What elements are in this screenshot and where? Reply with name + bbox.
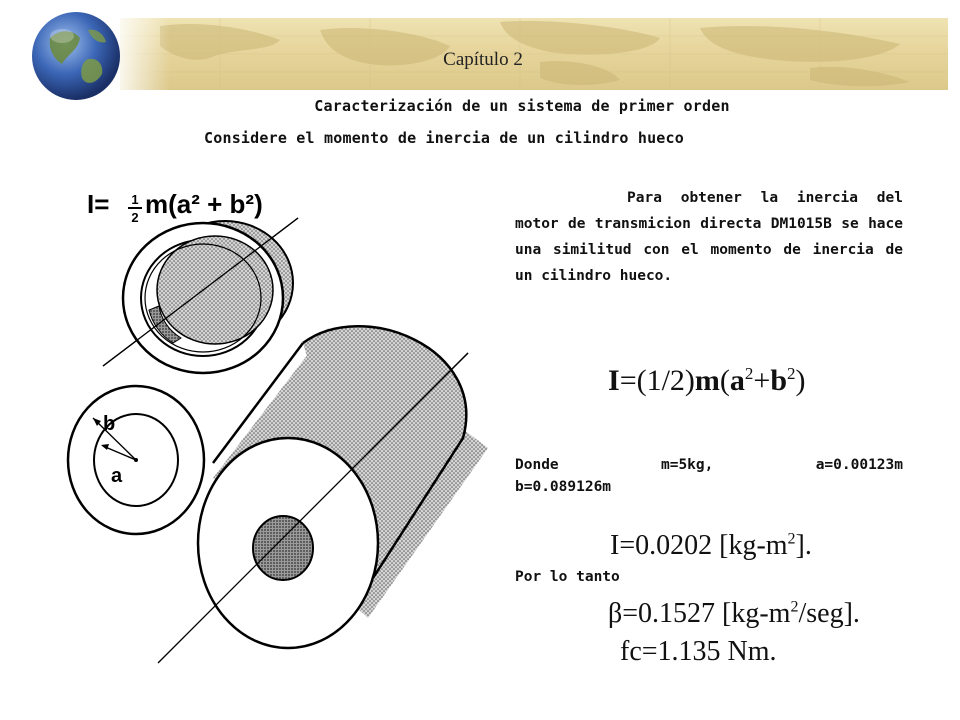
formula-a-exp: 2 bbox=[744, 364, 754, 383]
formula-b: b bbox=[770, 364, 788, 397]
parameters-line-b: b=0.089126m bbox=[515, 479, 612, 495]
chapter-heading: Capítulo 2 bbox=[443, 49, 523, 70]
result-inertia bbox=[610, 530, 812, 562]
result-inertia-exp: 2 bbox=[787, 530, 796, 548]
figure-formula-body: m(a² + b²) bbox=[145, 189, 263, 219]
result-inertia-value: I=0.0202 [kg-m bbox=[610, 530, 788, 561]
slide-title: Caracterización de un sistema de primer orden bbox=[314, 97, 730, 115]
formula-plus: + bbox=[753, 364, 771, 397]
therefore-label: Por lo tanto bbox=[515, 569, 620, 585]
formula-m: m bbox=[694, 364, 720, 397]
intro-paragraph: Para obtener la inercia del motor de transmicion directa DM1015B se hace una similitud con el momento de inercia de un cilindro hueco. bbox=[515, 190, 903, 284]
slide-subtitle: Considere el momento de inercia de un cilindro hueco bbox=[204, 129, 684, 147]
figure-formula-denominator: 2 bbox=[131, 210, 139, 225]
result-beta-value: β=0.1527 [kg-m bbox=[608, 598, 791, 629]
inertia-formula bbox=[608, 364, 806, 398]
radius-b-label: b bbox=[103, 413, 116, 435]
formula-eq: =(1/2) bbox=[619, 364, 695, 397]
header-banner bbox=[0, 0, 948, 92]
formula-close: ) bbox=[795, 364, 806, 397]
formula-b-exp: 2 bbox=[787, 364, 796, 383]
result-inertia-unit-end: ]. bbox=[795, 530, 812, 561]
hollow-cylinder-figure bbox=[63, 178, 488, 672]
figure-formula-numerator: 1 bbox=[131, 192, 139, 207]
result-beta-unit-end: /seg]. bbox=[798, 598, 860, 629]
formula-open: ( bbox=[719, 364, 730, 397]
radius-a-label: a bbox=[111, 465, 123, 487]
result-fc: fc=1.135 Nm. bbox=[620, 636, 777, 667]
figure-formula-prefix: I= bbox=[87, 189, 110, 219]
formula-i: I bbox=[608, 364, 620, 397]
formula-a: a bbox=[729, 364, 745, 397]
parameters-line: Donde m=5kg, a=0.00123m bbox=[515, 457, 903, 473]
result-beta-exp: 2 bbox=[790, 598, 799, 616]
cross-section bbox=[68, 386, 204, 534]
result-beta bbox=[608, 598, 860, 630]
